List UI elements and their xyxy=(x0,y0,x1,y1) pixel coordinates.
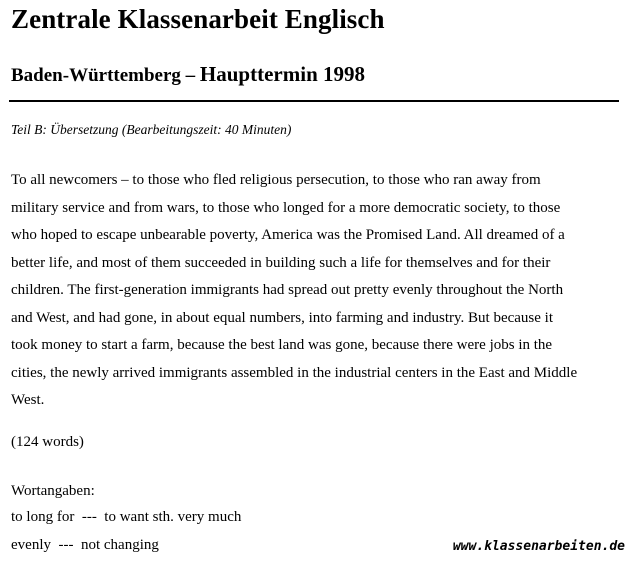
passage-line: To all newcomers – to those who fled religious persecution, to those who ran away from xyxy=(11,172,541,188)
passage-line: who hoped to escape unbearable poverty, America was the Promised Land. All dreamed of a xyxy=(11,227,565,243)
watermark-link[interactable]: www.klassenarbeiten.de xyxy=(452,539,625,554)
translation-passage xyxy=(11,167,611,415)
vocabulary-heading: Wortangaben: xyxy=(11,483,95,499)
vocabulary-item: to long for --- to want sth. very much xyxy=(11,509,242,525)
page-title: Zentrale Klassenarbeit Englisch xyxy=(11,4,385,34)
passage-line: children. The first-generation immigrants had spread out pretty evenly throughout the North xyxy=(11,282,564,298)
passage-line: and West, and had gone, in about equal numbers, into farming and industry. But because it xyxy=(11,309,554,326)
subtitle-term: Haupttermin 1998 xyxy=(199,62,365,86)
subtitle-region: Baden-Württemberg – xyxy=(11,65,200,86)
passage-line: West. xyxy=(11,392,45,408)
word-count: (124 words) xyxy=(11,434,84,450)
exam-subtitle xyxy=(11,62,365,87)
passage-line: military service and from wars, to those who longed for a more democratic society, to those xyxy=(11,199,561,216)
passage-line: cities, the newly arrived immigrants assembled in the industrial centers in the East and Middle xyxy=(11,364,578,381)
passage-line: took money to start a farm, because the best land was gone, because there were jobs in the xyxy=(11,337,553,353)
vocabulary-item: evenly --- not changing xyxy=(11,537,159,553)
section-label: Teil B: Übersetzung (Bearbeitungszeit: 40 Minuten) xyxy=(11,122,292,137)
passage-line: better life, and most of them succeeded in building such a life for themselves and for their xyxy=(11,254,551,271)
header-divider xyxy=(9,100,619,102)
